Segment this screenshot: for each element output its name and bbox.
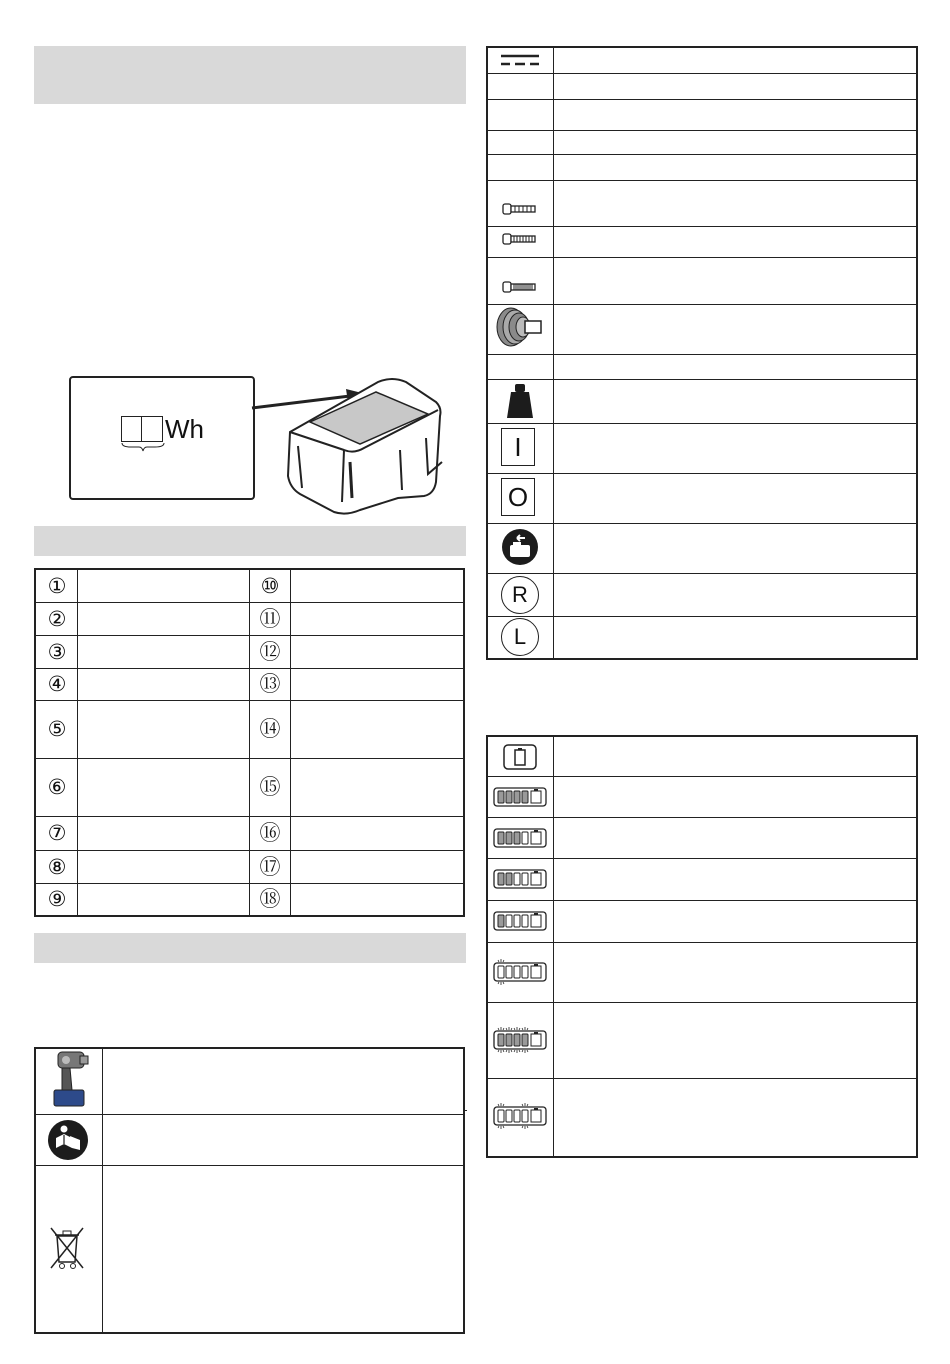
- part-number-4: ④: [47, 672, 67, 696]
- battery-icon: [503, 744, 537, 770]
- part-number-18: ⑱: [259, 887, 281, 911]
- warning-symbols-table: [34, 1047, 465, 1334]
- part-number-12: ⑫: [259, 639, 281, 664]
- battery-pack-illustration: [250, 370, 450, 520]
- battery-level-4-icon: [491, 784, 549, 810]
- part-number-2: ②: [47, 606, 67, 631]
- part-number-3: ③: [47, 639, 67, 664]
- rotation-left-icon: L: [501, 618, 539, 656]
- wh-unit-text: Wh: [165, 414, 204, 444]
- part-number-5: ⑤: [47, 717, 67, 741]
- battery-removal-icon: [501, 528, 539, 566]
- weee-crossed-bin-icon: [47, 1226, 87, 1272]
- part-number-1: ①: [47, 574, 67, 598]
- part-number-17: ⑰: [259, 854, 281, 879]
- small-bolt-icon: [501, 202, 537, 216]
- part-number-15: ⑮: [259, 775, 281, 799]
- battery-level-blink-all-icon: [491, 1027, 549, 1053]
- socket-icon: [493, 306, 545, 348]
- symbols-table: [486, 46, 918, 660]
- part-number-11: ⑪: [259, 606, 281, 631]
- part-number-7: ⑦: [47, 821, 67, 845]
- weight-icon: [505, 382, 535, 420]
- part-number-16: ⑯: [259, 821, 281, 845]
- label-brace: [121, 442, 165, 452]
- part-number-13: ⑬: [259, 672, 281, 696]
- battery-level-3-icon: [491, 825, 549, 851]
- battery-label-callout: [69, 376, 255, 500]
- part-number-8: ⑧: [47, 854, 67, 879]
- battery-level-1-icon: [491, 908, 549, 934]
- part-number-6: ⑥: [47, 775, 67, 799]
- part-number-9: ⑨: [47, 887, 67, 911]
- switch-off-icon: O: [501, 478, 535, 516]
- battery-level-blink-1-icon: [491, 959, 549, 985]
- long-bolt-icon: [501, 280, 537, 294]
- battery-level-blink-alt-icon: [491, 1103, 549, 1129]
- impact-driver-icon: [48, 1050, 90, 1110]
- direct-current-icon: [499, 52, 541, 68]
- switch-on-icon: I: [501, 428, 535, 466]
- part-number-14: ⑭: [259, 717, 281, 741]
- battery-level-2-icon: [491, 866, 549, 892]
- rotation-right-icon: R: [501, 576, 539, 614]
- medium-bolt-icon: [501, 232, 537, 246]
- table-edge-tick: [463, 1110, 467, 1111]
- battery-indicator-table: [486, 735, 918, 1158]
- part-number-10: ⑩: [260, 574, 280, 598]
- section-header-2: [34, 526, 466, 556]
- parts-list-table: [34, 568, 465, 917]
- section-header-1: [34, 46, 466, 104]
- section-header-3: [34, 933, 466, 963]
- read-manual-icon: [46, 1118, 90, 1162]
- label-blank-boxes: [121, 416, 163, 442]
